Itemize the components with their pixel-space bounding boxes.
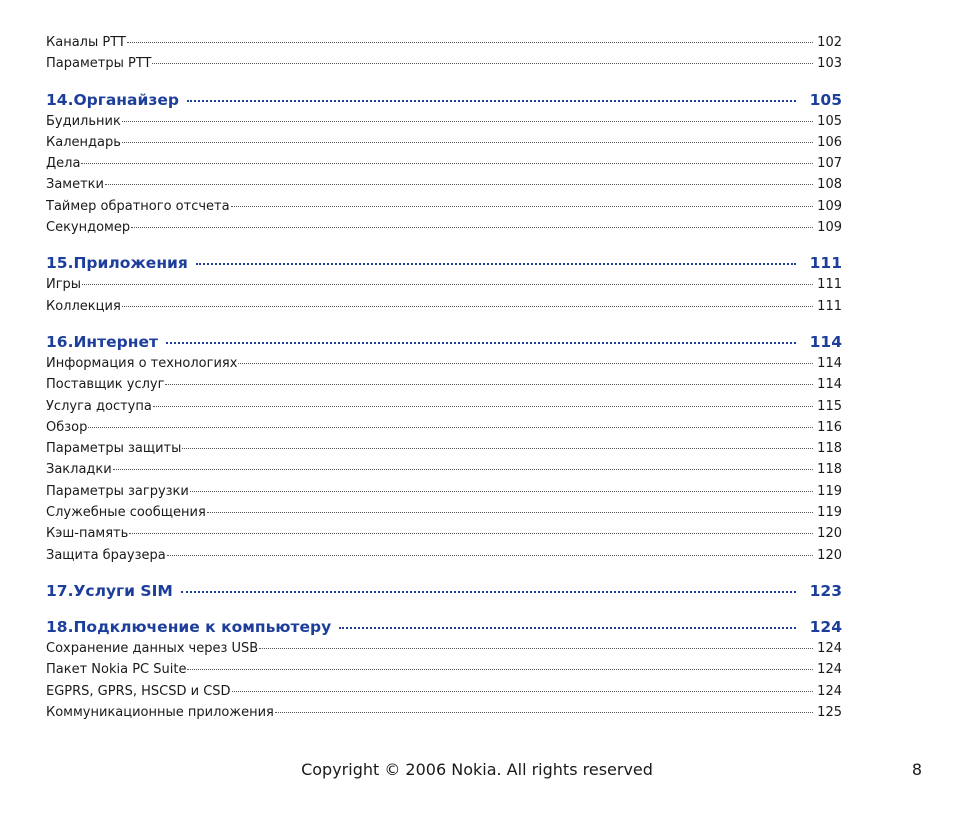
toc-entry bbox=[46, 545, 842, 566]
toc-page-number: 114 bbox=[809, 332, 842, 351]
toc-page-number: 102 bbox=[817, 35, 842, 50]
toc-entry bbox=[46, 417, 842, 438]
toc-page-number: 119 bbox=[817, 505, 842, 521]
toc-page-number: 118 bbox=[817, 462, 842, 478]
toc-dot-leader bbox=[131, 226, 813, 228]
toc-page-number: 120 bbox=[817, 547, 842, 563]
toc-dot-leader bbox=[259, 647, 813, 649]
toc-section-heading bbox=[46, 580, 842, 602]
toc-dot-leader bbox=[207, 511, 813, 513]
toc-page-number: 111 bbox=[817, 298, 842, 314]
toc-entry-label: Обзор bbox=[46, 419, 88, 435]
toc-entry-label: Пакет Nokia PC Suite bbox=[46, 662, 187, 678]
toc-entry-label: Будильник bbox=[46, 113, 121, 129]
footer-page-number: 8 bbox=[911, 760, 922, 779]
toc-page-number: 108 bbox=[817, 177, 842, 193]
toc-dot-leader bbox=[275, 711, 813, 713]
toc-entry bbox=[46, 481, 842, 502]
toc-section-title: 14.Органайзер bbox=[46, 90, 179, 109]
toc-page-number: 115 bbox=[817, 398, 842, 414]
toc-dot-leader bbox=[190, 490, 813, 492]
toc-dot-leader bbox=[238, 362, 813, 364]
toc-dot-leader bbox=[127, 41, 813, 43]
toc-page-number: 119 bbox=[817, 483, 842, 499]
toc-page-number: 109 bbox=[817, 198, 842, 214]
toc-entry-label: Коммуникационные приложения bbox=[46, 704, 274, 720]
toc-dot-leader bbox=[113, 468, 813, 470]
toc-section-title: 15.Приложения bbox=[46, 254, 188, 273]
toc-entry-label: Каналы PTT bbox=[46, 35, 126, 50]
toc-page-number: 118 bbox=[817, 441, 842, 457]
toc-dot-leader bbox=[187, 98, 796, 102]
toc-section-heading bbox=[46, 252, 842, 274]
toc-section-title: 18.Подключение к компьютеру bbox=[46, 617, 332, 636]
toc-dot-leader bbox=[339, 625, 795, 629]
toc-entry-label: Коллекция bbox=[46, 298, 121, 314]
toc-entry-label: Игры bbox=[46, 277, 82, 293]
toc-entry bbox=[46, 53, 842, 74]
toc-page-number: 124 bbox=[809, 617, 842, 636]
toc-section-heading bbox=[46, 89, 842, 111]
toc-entry-label: Информация о технологиях bbox=[46, 355, 238, 371]
toc-page-number: 124 bbox=[817, 683, 842, 699]
toc-dot-leader bbox=[166, 340, 796, 344]
toc-entry bbox=[46, 32, 842, 53]
toc-dot-leader bbox=[81, 162, 813, 164]
toc-dot-leader bbox=[122, 305, 813, 307]
toc-page-number: 125 bbox=[817, 704, 842, 720]
toc-dot-leader bbox=[129, 532, 813, 534]
toc-entry-label: Параметры PTT bbox=[46, 56, 152, 72]
toc-dot-leader bbox=[122, 120, 813, 122]
toc-page-number: 111 bbox=[809, 254, 842, 273]
toc-page-number: 105 bbox=[817, 113, 842, 129]
toc-entry-label: Поставщик услуг bbox=[46, 377, 165, 393]
toc-entry bbox=[46, 374, 842, 395]
toc-entry bbox=[46, 459, 842, 480]
toc-entry bbox=[46, 523, 842, 544]
toc-entry-label: Календарь bbox=[46, 134, 121, 150]
toc-page-number: 107 bbox=[817, 156, 842, 172]
toc-entry-label: Параметры защиты bbox=[46, 441, 182, 457]
toc-dot-leader bbox=[181, 589, 796, 593]
table-of-contents bbox=[46, 32, 842, 723]
toc-entry bbox=[46, 353, 842, 374]
toc-entry-label: Секундомер bbox=[46, 220, 131, 236]
toc-section-title: 16.Интернет bbox=[46, 332, 158, 351]
toc-entry bbox=[46, 111, 842, 132]
toc-dot-leader bbox=[165, 383, 813, 385]
toc-dot-leader bbox=[232, 690, 813, 692]
toc-entry-label: Заметки bbox=[46, 177, 104, 193]
toc-page-number: 109 bbox=[817, 220, 842, 236]
toc-entry-label: Параметры загрузки bbox=[46, 483, 189, 499]
toc-page-number: 111 bbox=[817, 277, 842, 293]
toc-entry bbox=[46, 174, 842, 195]
toc-entry bbox=[46, 659, 842, 680]
toc-dot-leader bbox=[105, 183, 813, 185]
toc-entry bbox=[46, 217, 842, 238]
toc-entry bbox=[46, 396, 842, 417]
toc-entry bbox=[46, 274, 842, 295]
toc-dot-leader bbox=[196, 261, 796, 265]
toc-page-number: 106 bbox=[817, 134, 842, 150]
toc-entry-label: Служебные сообщения bbox=[46, 505, 206, 521]
toc-page-number: 114 bbox=[817, 377, 842, 393]
footer-copyright: Copyright © 2006 Nokia. All rights reserved bbox=[301, 760, 653, 779]
toc-entry bbox=[46, 702, 842, 723]
toc-page-number: 124 bbox=[817, 662, 842, 678]
toc-dot-leader bbox=[187, 668, 813, 670]
toc-page-number: 116 bbox=[817, 419, 842, 435]
toc-dot-leader bbox=[153, 405, 813, 407]
toc-dot-leader bbox=[231, 205, 813, 207]
toc-dot-leader bbox=[152, 62, 813, 64]
toc-entry-label: Сохранение данных через USB bbox=[46, 640, 259, 656]
toc-page-number: 103 bbox=[817, 56, 842, 72]
toc-entry bbox=[46, 681, 842, 702]
toc-section-heading bbox=[46, 616, 842, 638]
toc-dot-leader bbox=[122, 141, 813, 143]
toc-entry bbox=[46, 132, 842, 153]
toc-entry bbox=[46, 638, 842, 659]
toc-entry bbox=[46, 196, 842, 217]
toc-section-heading bbox=[46, 331, 842, 353]
toc-entry-label: Таймер обратного отсчета bbox=[46, 198, 230, 214]
toc-entry-label: Дела bbox=[46, 156, 81, 172]
toc-page-number: 123 bbox=[809, 581, 842, 600]
toc-page-number: 124 bbox=[817, 640, 842, 656]
toc-entry-label: Закладки bbox=[46, 462, 112, 478]
toc-page-number: 105 bbox=[809, 90, 842, 109]
toc-page-number: 120 bbox=[817, 526, 842, 542]
toc-entry bbox=[46, 502, 842, 523]
toc-section-title: 17.Услуги SIM bbox=[46, 581, 173, 600]
toc-dot-leader bbox=[182, 447, 813, 449]
toc-page-number: 114 bbox=[817, 355, 842, 371]
toc-entry-label: Услуга доступа bbox=[46, 398, 152, 414]
toc-entry-label: Кэш-память bbox=[46, 526, 129, 542]
toc-dot-leader bbox=[88, 426, 813, 428]
toc-entry-label: EGPRS, GPRS, HSCSD и CSD bbox=[46, 683, 231, 699]
toc-entry bbox=[46, 438, 842, 459]
toc-entry-label: Защита браузера bbox=[46, 547, 166, 563]
toc-dot-leader bbox=[167, 554, 813, 556]
toc-entry bbox=[46, 296, 842, 317]
toc-entry bbox=[46, 153, 842, 174]
toc-dot-leader bbox=[82, 283, 813, 285]
